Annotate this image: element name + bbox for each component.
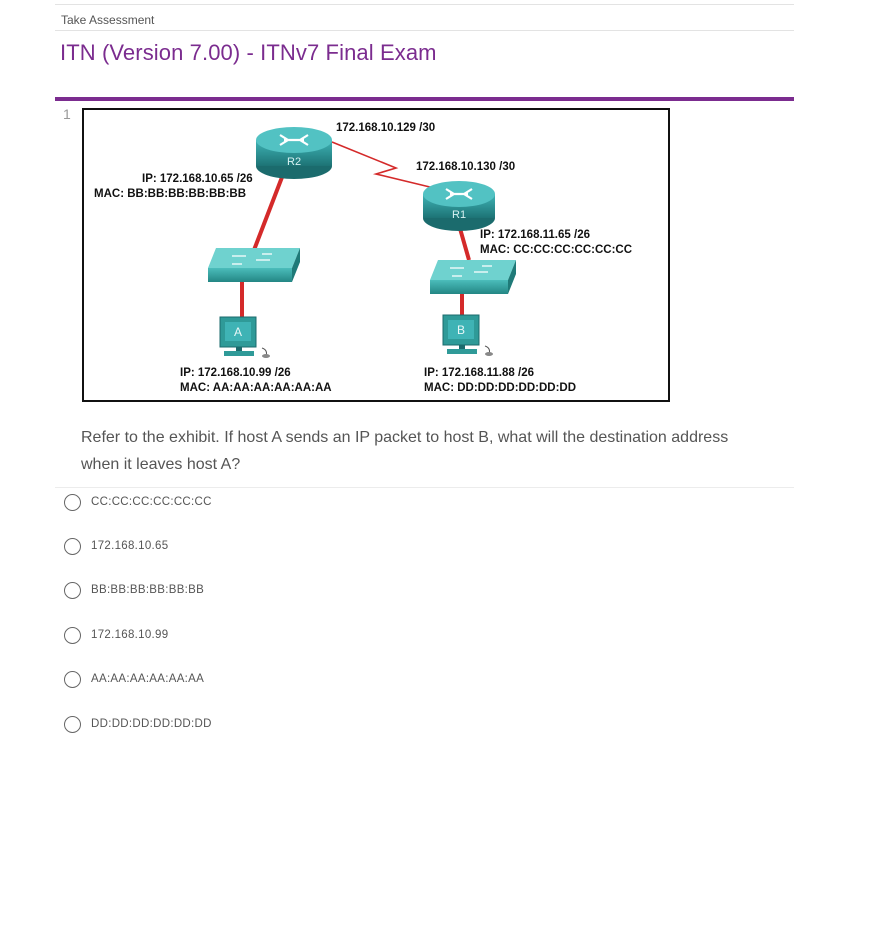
answer-option-label: DD:DD:DD:DD:DD:DD (91, 718, 212, 730)
answer-option-label: AA:AA:AA:AA:AA:AA (91, 673, 205, 685)
router-r2-icon (256, 127, 332, 179)
host-b-mac: MAC: DD:DD:DD:DD:DD:DD (424, 382, 577, 394)
answer-option-label: 172.168.10.99 (91, 629, 169, 641)
host-a-pc-icon (220, 317, 270, 358)
question-number: 1 (63, 106, 71, 122)
radio-button[interactable] (64, 582, 81, 599)
router-r2-label: R2 (287, 156, 302, 168)
radio-button[interactable] (64, 538, 81, 555)
radio-button[interactable] (64, 716, 81, 733)
r1-lan-mac: MAC: CC:CC:CC:CC:CC:CC (480, 244, 633, 256)
radio-button[interactable] (64, 494, 81, 511)
host-a-ip: IP: 172.168.10.99 /26 (180, 367, 291, 379)
switch-b-icon (430, 260, 516, 294)
r2-lan-mac: MAC: BB:BB:BB:BB:BB:BB (94, 188, 247, 200)
host-b-ip: IP: 172.168.11.88 /26 (424, 367, 534, 379)
host-b-pc-icon (443, 315, 493, 356)
serial-r1-ip: 172.168.10.130 /30 (416, 161, 516, 173)
answer-option[interactable] (64, 579, 204, 601)
r1-lan-ip: IP: 172.168.11.65 /26 (480, 229, 590, 241)
answer-option[interactable] (64, 713, 212, 735)
page-title: ITN (Version 7.00) - ITNv7 Final Exam (60, 40, 437, 65)
breadcrumb-divider (55, 30, 794, 31)
answer-option-label: BB:BB:BB:BB:BB:BB (91, 584, 205, 596)
answer-option[interactable] (64, 624, 168, 646)
host-b-label: B (457, 323, 466, 337)
router-r1-icon (423, 181, 495, 231)
r2-lan-ip: IP: 172.168.10.65 /26 (142, 173, 253, 185)
link-r2-switch-a (254, 172, 284, 250)
host-a-label: A (234, 325, 243, 339)
question-text-line-2: when it leaves host A? (81, 456, 241, 473)
router-r1-label: R1 (452, 209, 467, 221)
exhibit-diagram (82, 108, 670, 402)
serial-r2-ip: 172.168.10.129 /30 (336, 122, 436, 134)
top-divider (55, 4, 794, 5)
breadcrumb[interactable]: Take Assessment (61, 13, 155, 27)
question-text (81, 424, 793, 478)
answer-option[interactable] (64, 535, 168, 557)
host-a-mac: MAC: AA:AA:AA:AA:AA:AA (180, 382, 332, 394)
answer-option-label: 172.168.10.65 (91, 540, 169, 552)
answer-option[interactable] (64, 668, 204, 690)
switch-a-icon (208, 248, 300, 282)
question-divider (55, 487, 794, 488)
accent-bar (55, 97, 794, 101)
answer-option[interactable] (64, 491, 212, 513)
answer-option-label: CC:CC:CC:CC:CC:CC (91, 496, 212, 508)
radio-button[interactable] (64, 627, 81, 644)
question-text-line-1: Refer to the exhibit. If host A sends an IP packet to host B, what will the destination address (81, 429, 729, 446)
radio-button[interactable] (64, 671, 81, 688)
